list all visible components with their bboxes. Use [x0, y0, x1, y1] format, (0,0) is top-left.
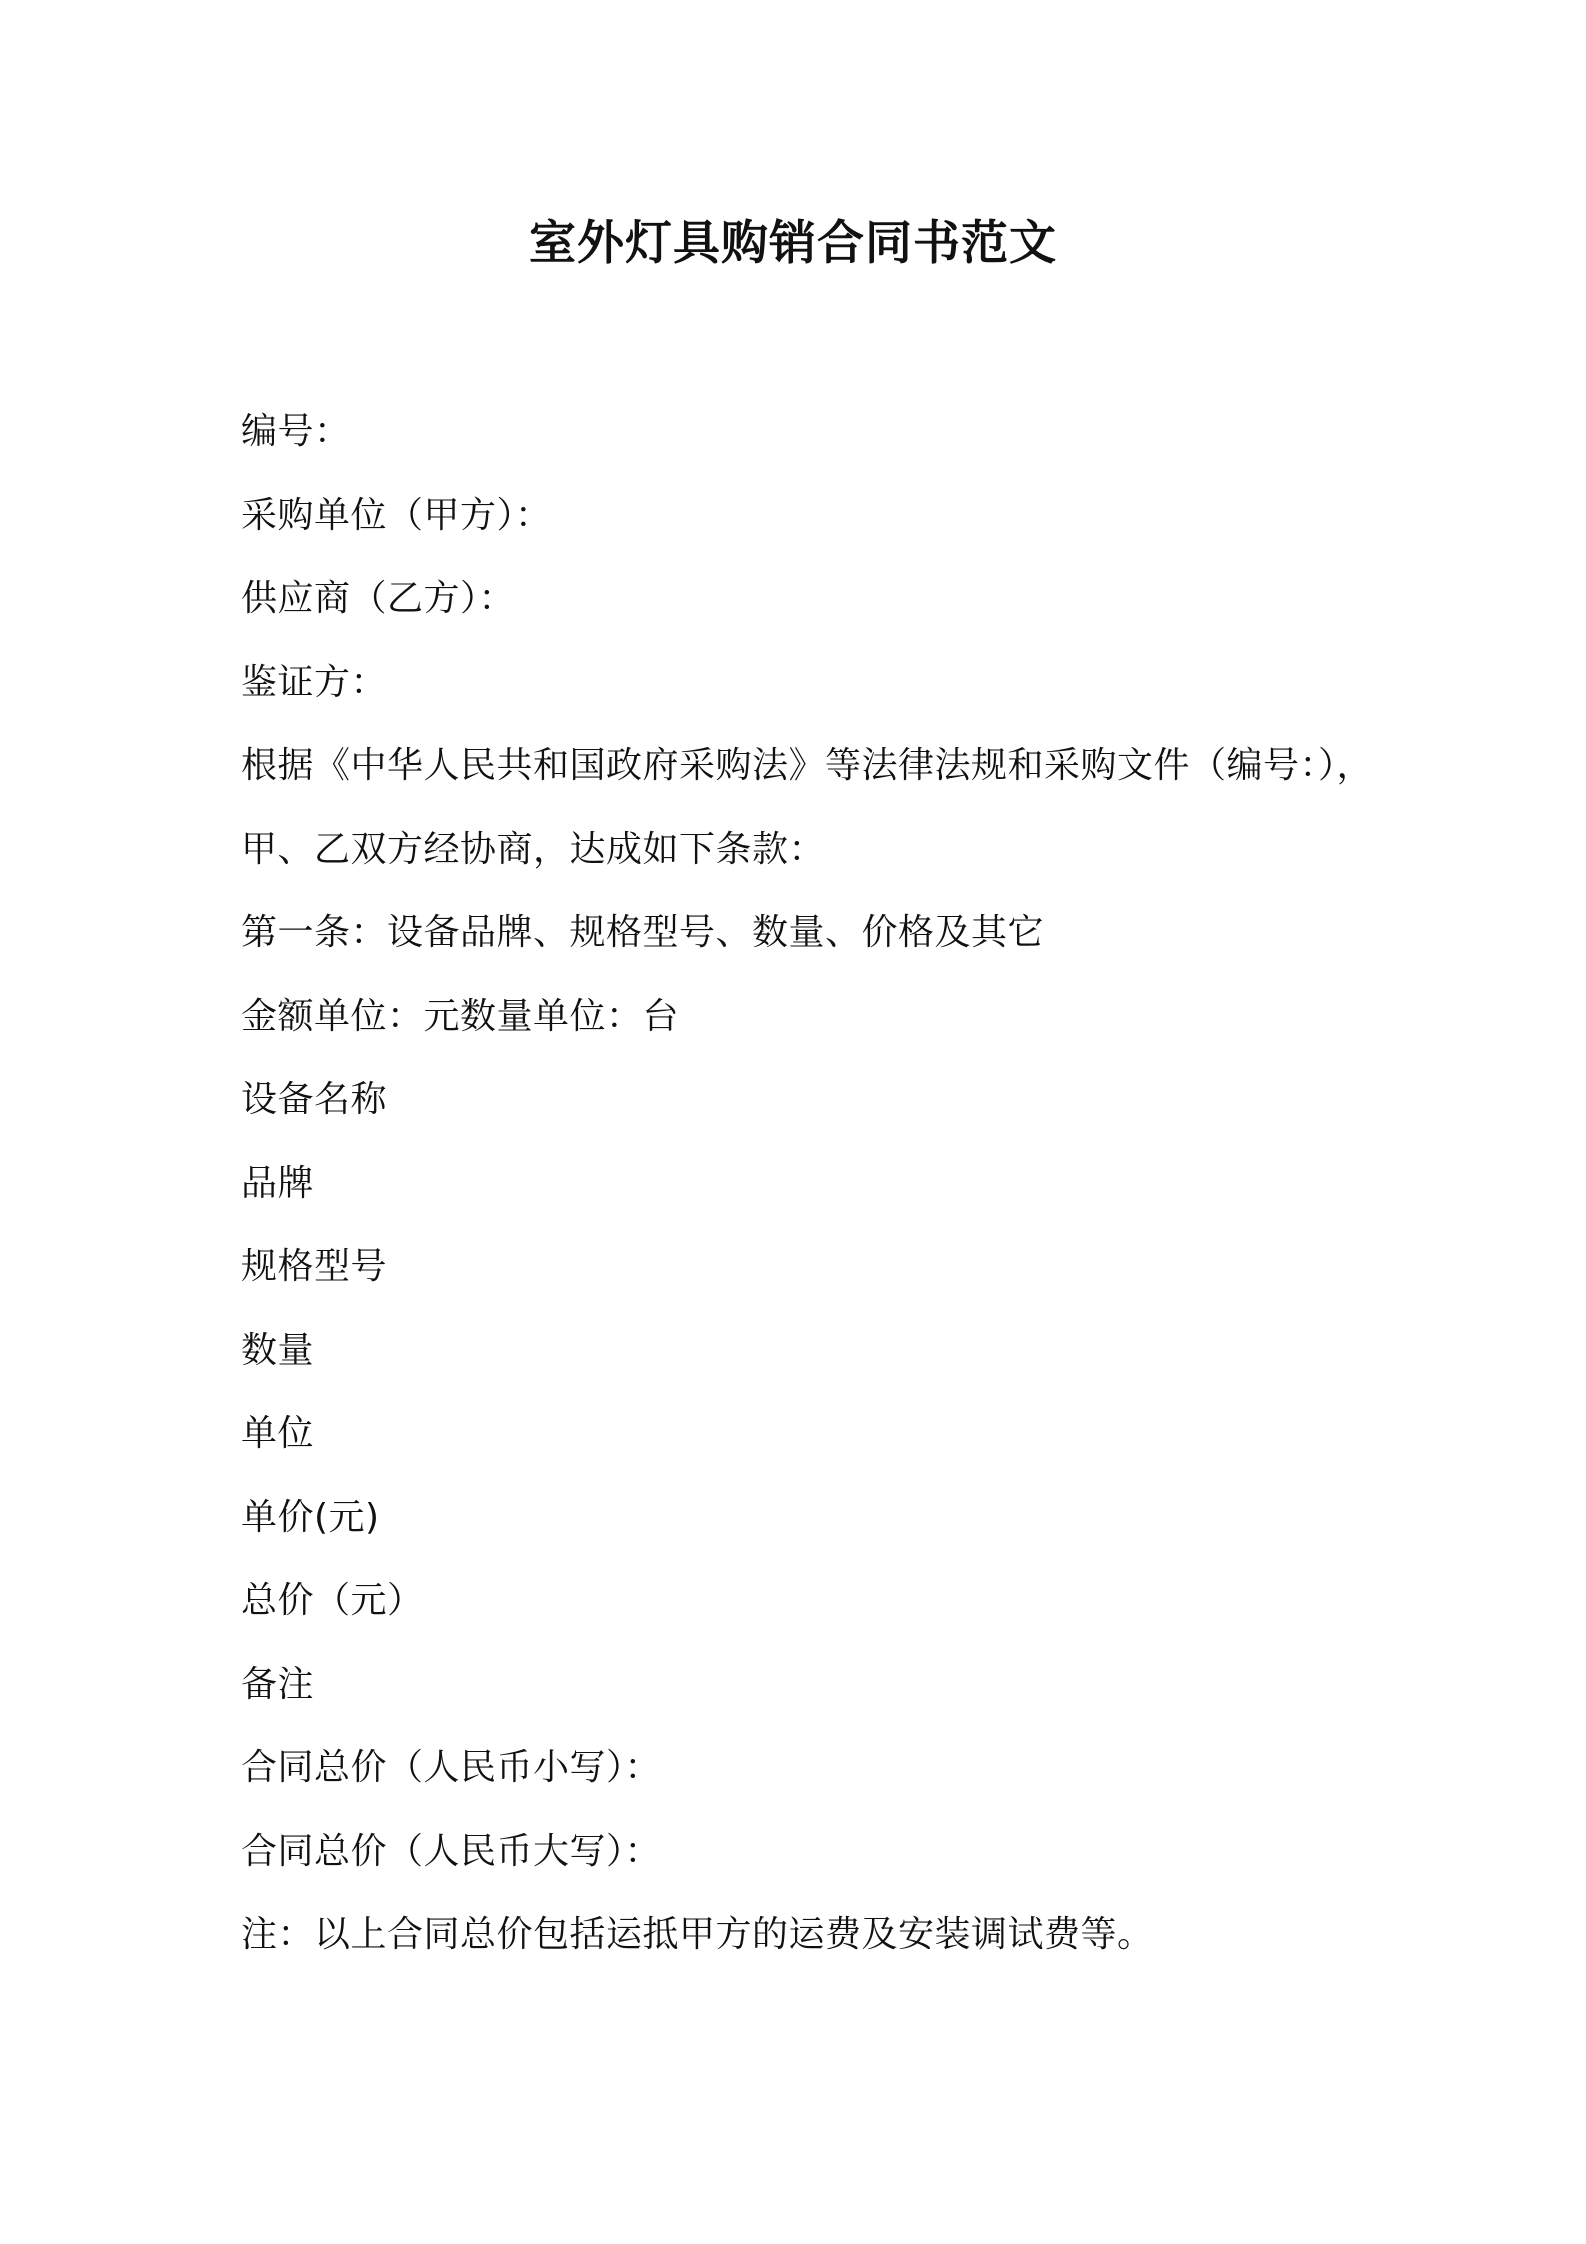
document-line-brand: 品牌 — [241, 1162, 315, 1204]
document-body — [241, 406, 1381, 1993]
document-line-remarks: 备注 — [241, 1663, 315, 1705]
document-line-model: 规格型号 — [241, 1246, 388, 1287]
document-line-quantity: 数量 — [241, 1329, 315, 1371]
document-line-units: 金额单位：元数量单位：台 — [241, 995, 680, 1037]
document-line-legal-basis: 根据《中华人民共和国政府采购法》等法律法规和采购文件（编号：）， — [241, 745, 1374, 786]
document-line-supplier: 供应商（乙方）： — [241, 578, 516, 619]
document-line-agreement: 甲、乙双方经协商，达成如下条款： — [241, 828, 826, 870]
document-line-article-one: 第一条：设备品牌、规格型号、数量、价格及其它 — [241, 912, 1045, 953]
document-line-note: 注：以上合同总价包括运抵甲方的运费及安装调试费等。 — [241, 1914, 1154, 1955]
document-line-witness: 鉴证方： — [241, 661, 388, 703]
document-line-unit-price: 单价(元) — [241, 1496, 380, 1538]
document-line-total-uppercase: 合同总价（人民币大写）： — [241, 1830, 662, 1872]
document-line-unit: 单位 — [241, 1413, 315, 1454]
document-title: 室外灯具购销合同书范文 — [529, 216, 1057, 271]
document-line-number: 编号： — [241, 411, 351, 452]
document-line-equipment-name: 设备名称 — [241, 1079, 388, 1120]
document-line-total-lowercase: 合同总价（人民币小写）： — [241, 1747, 662, 1788]
document-line-total-price: 总价（元） — [241, 1580, 424, 1621]
document-line-purchaser: 采购单位（甲方）： — [241, 494, 552, 536]
